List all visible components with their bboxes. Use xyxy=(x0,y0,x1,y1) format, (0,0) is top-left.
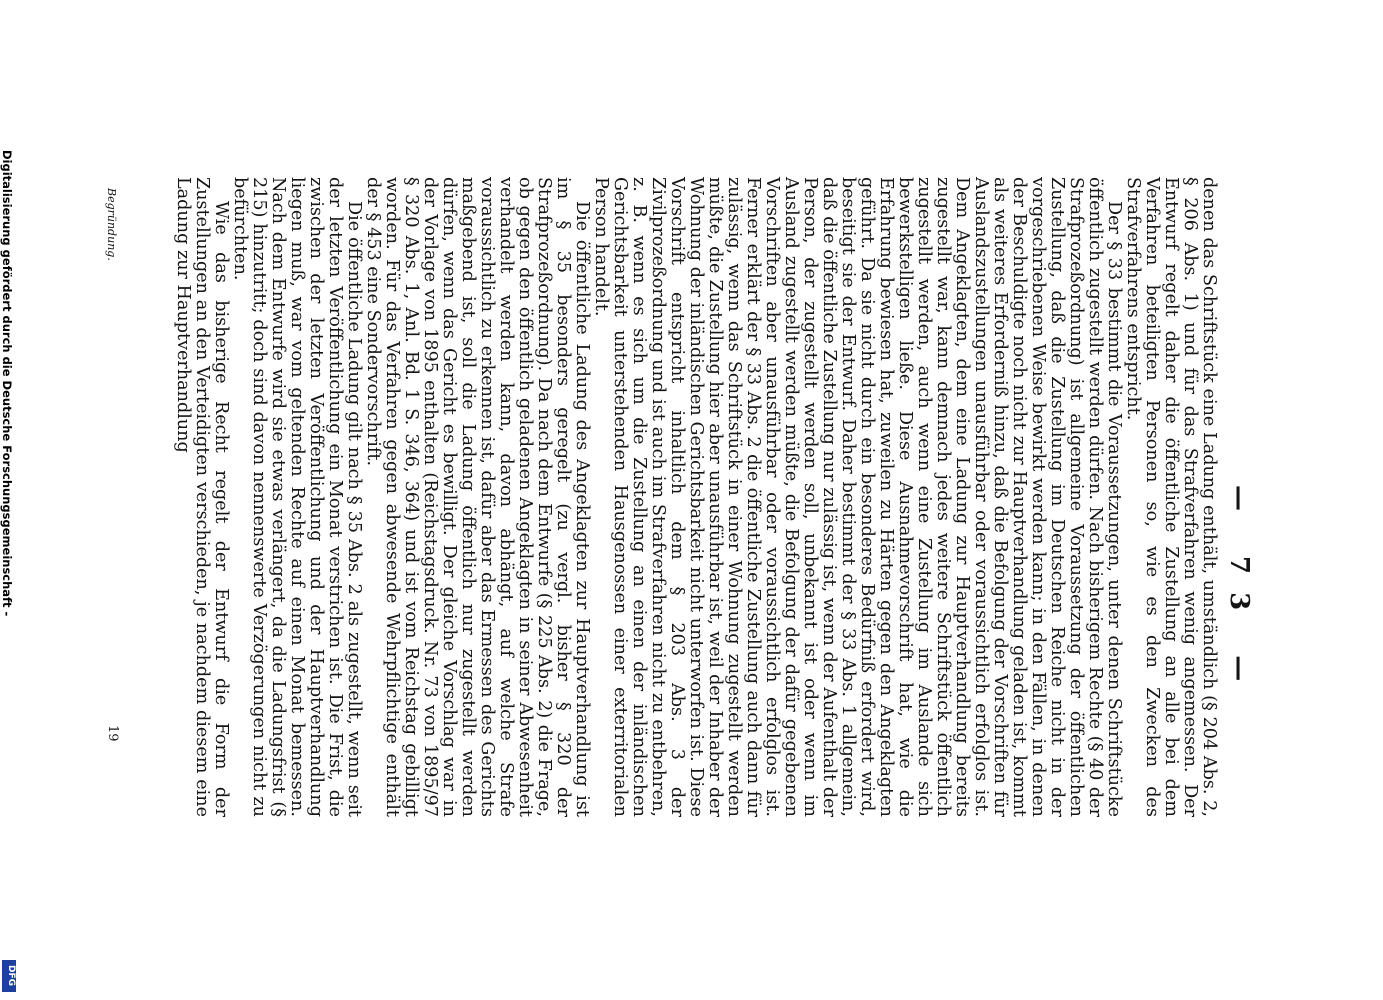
paragraph: Die öffentliche Ladung gilt nach § 35 Abs. 2 als zugestellt, wenn seit der letzten Veröffentlichung ein Monat verstrichen ist. Die Frist, die zwischen der letzten Veröffentlichung und der Hauptverhandlung liegen muß, war vom geltenden Rechte auf einen Monat bemessen. Nach dem Entwurfe wird sie etwas verlängert, da die Ladungsfrist (§ 215) hinzutritt; doch sind davon nennenswerte Verzögerungen nicht zu befürchten. xyxy=(230,177,364,817)
sheet-number: 19 xyxy=(105,725,120,742)
funding-sidebar xyxy=(0,150,20,1000)
paragraph: denen das Schriftstück eine Ladung enthält, umständlich (§ 204 Abs. 2, § 206 Abs. 1) und für das Strafverfahren wenig angemessen. Der Entwurf regelt daher die öffentliche Zustellung an alle bei dem Verfahren beteiligten Personen so, wie es den Zwecken des Strafverfahrens entspricht. xyxy=(1123,177,1219,817)
paragraph: Wie das bisherige Recht regelt der Entwurf die Form der Zustellungen an den Verteidigten verschieden, je nachdem diesem eine Ladung zur Hauptverhandlung xyxy=(173,177,231,817)
body-text xyxy=(173,177,1219,817)
footer-note: Begründung. xyxy=(105,188,118,261)
page-number: — 73 — xyxy=(1224,485,1254,700)
paragraph: Die öffentliche Ladung des Angeklagten zur Hauptverhandlung ist im § 35 besonders geregelt (zu vergl. bisher § 320 der Strafprozeßordnung). Da nach dem Entwurfe (§ 225 Abs. 2) die Frage, ob gegen den öffentlich geladenen Angeklagten in seiner Abwesenheit verhandelt werden kann, davon abhängt, auf welche Strafe voraussichtlich zu erkennen ist, dafür aber das Ermessen des Gerichts maßgebend ist, soll die Ladung öffentlich nur zugestellt werden dürfen, wenn das Gericht es bewilligt. Der gleiche Vorschlag war in der Vorlage von 1895 enthalten (Reichstagsdruck. Nr. 73 von 1895/97 § 320 Abs. 1, Anl. Bd. 1 S. 346, 364) und ist vom Reichstag gebilligt worden. Für das Verfahren gegen abwesende Wehrpflichtige enthält der § 453 eine Sondervorschrift. xyxy=(363,177,592,817)
dfg-logo-icon: DFG xyxy=(2,960,16,992)
paragraph: Der § 33 bestimmt die Voraussetzungen, unter denen Schriftstücke öffentlich zugestellt werden dürfen. Nach bisherigem Rechte (§ 40 der Strafprozeßordnung) ist allgemeine Voraussetzung der öffentlichen Zustellung, daß die Zustellung im Deutschen Reiche nicht in der vorgeschriebenen Weise bewirkt werden kann; in den Fällen, in denen der Beschuldigte noch nicht zur Hauptverhandlung geladen ist, kommt als weiteres Erforderniß hinzu, daß die Befolgung der Vorschriften für Auslandszustellungen unausführbar oder voraussichtlich erfolglos ist. Dem Angeklagten, dem eine Ladung zur Hauptverhandlung bereits zugestellt war, kann demnach jedes weitere Schriftstück öffentlich zugestellt werden, auch wenn eine Zustellung im Auslande sich bewerkstelligen ließe. Diese Ausnahmevorschrift hat, wie die Erfahrung bewiesen hat, zuweilen zu Härten gegen den Angeklagten geführt. Da sie nicht durch ein besonderes Bedürfniß erfordert wird, beseitigt sie der Entwurf. Daher bestimmt der § 33 Abs. 1 allgemein, daß die öffentliche Zustellung nur zulässig ist, wenn der Aufenthalt der Person, der zugestellt werden soll, unbekannt ist oder wenn im Ausland zugestellt werden müßte, die Befolgung der dafür gegebenen Vorschriften aber unausführbar oder voraussichtlich erfolglos ist. Ferner erklärt der § 33 Abs. 2 die öffentliche Zustellung auch dann für zulässig, wenn das Schriftstück in einer Wohnung zugestellt werden müßte, die Zustellung hier aber unausführbar ist, weil der Inhaber der Wohnung der inländischen Gerichtsbarkeit nicht unterworfen ist. Diese Vorschrift entspricht inhaltlich dem § 203 Abs. 3 der Zivilprozeßordnung und ist auch im Strafverfahren nicht zu entbehren, z. B. wenn es sich um die Zustellung an einen der inländischen Gerichtsbarkeit unterstehenden Hausgenossen einer exterritorialen Person handelt. xyxy=(591,177,1124,817)
funding-text: Digitalisierung gefördert durch die Deutsche Forschungsgemeinschaft - xyxy=(0,150,14,617)
